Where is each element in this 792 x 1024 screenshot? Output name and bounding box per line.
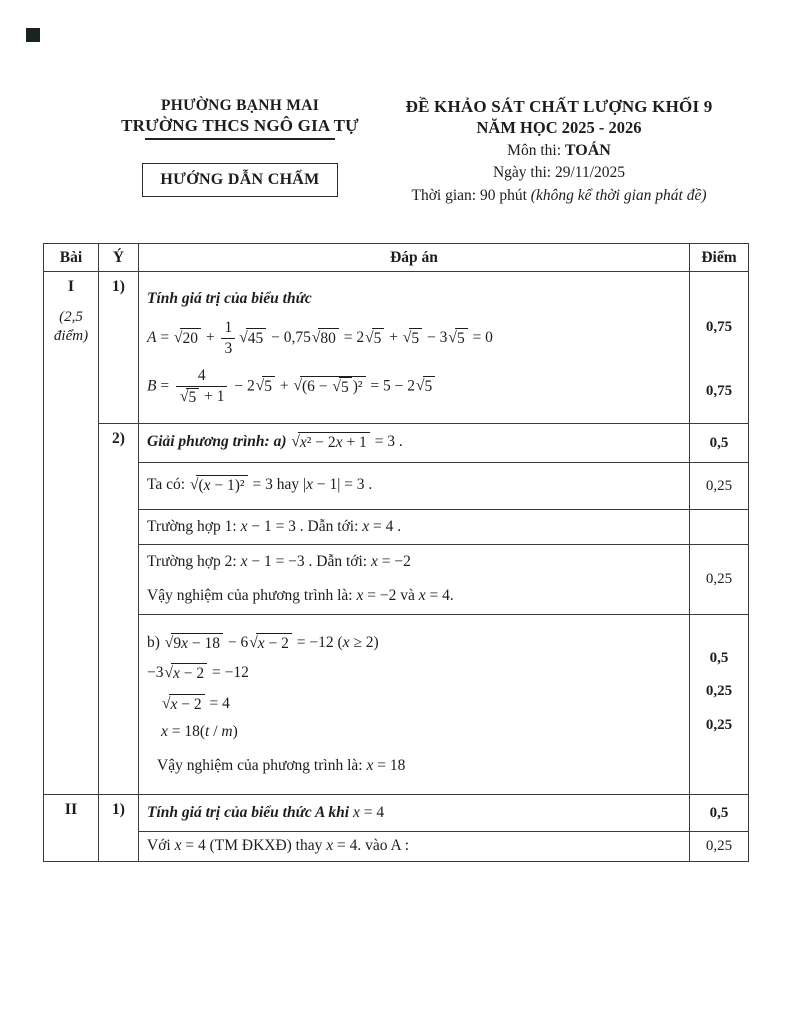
score-cell: 0,5 (690, 424, 749, 463)
school-year: NĂM HỌC 2025 - 2026 (476, 118, 642, 137)
math-formula: x = 18(t / m) (161, 723, 238, 741)
score-value: 0,75 (705, 383, 733, 400)
math-formula: −3 √ x − 2 = −12 (147, 663, 681, 685)
item-1-cell: 1) (99, 272, 139, 424)
table-row (44, 545, 749, 615)
score-cell: 0,25 (690, 545, 749, 615)
table-row (44, 795, 749, 832)
answer-label: Giải phương trình: a) (147, 433, 287, 451)
answer-cell (139, 272, 690, 424)
score-value: 0,25 (705, 717, 733, 734)
col-header-y: Ý (99, 244, 139, 272)
duration-line: Thời gian: 90 phút (không kể thời gian phát đề) (411, 186, 707, 204)
score-cell: 0,5 (690, 795, 749, 832)
section-ii-label: II (64, 801, 78, 819)
score-cell (690, 272, 749, 424)
answer-key-table (43, 243, 749, 862)
col-header-bai: Bài (44, 244, 99, 272)
answer-cell (139, 545, 690, 615)
math-formula: Trường hợp 2: x − 1 = −3 . Dẫn tới: x = −2 (147, 553, 411, 571)
score-cell (690, 615, 749, 795)
table-row (44, 424, 749, 463)
district-name: PHƯỜNG BẠNH MAI (160, 97, 320, 114)
subject-line: Môn thi: TOÁN (507, 142, 611, 159)
table-row (44, 615, 749, 795)
answer-cell: Với x = 4 (TM ĐKXĐ) thay x = 4. vào A : (139, 832, 690, 862)
score-value: 0,75 (705, 319, 733, 336)
exam-header (363, 97, 755, 206)
score-cell: 0,25 (690, 463, 749, 510)
subject-name: TOÁN (564, 142, 611, 159)
exam-title: ĐỀ KHẢO SÁT CHẤT LƯỢNG KHỐI 9 (405, 97, 713, 116)
answer-cell: Trường hợp 1: x − 1 = 3 . Dẫn tới: x = 4 . (139, 510, 690, 545)
answer-title: Tính giá trị của biểu thức A khi (147, 803, 353, 821)
school-header (80, 97, 400, 206)
answer-cell: Ta có: √ (x − 1)² = 3 hay |x − 1| = 3 . (139, 463, 690, 510)
exam-date: Ngày thi: 29/11/2025 (492, 164, 626, 182)
score-cell: 0,25 (690, 832, 749, 862)
score-value: 0,5 (709, 650, 729, 667)
section-i-cell (44, 272, 99, 795)
section-ii-cell (44, 795, 99, 862)
table-row (44, 272, 749, 424)
math-formula: x = 4 (352, 803, 385, 821)
math-formula: Vậy nghiệm của phương trình là: x = 18 (157, 757, 406, 775)
answer-cell (139, 795, 690, 832)
grading-guide-box: HƯỚNG DẪN CHẤM (142, 163, 337, 197)
item-2-cell: 2) (99, 424, 139, 795)
item-1-cell: 1) (99, 795, 139, 862)
answer-cell (139, 615, 690, 795)
answer-cell (139, 424, 690, 463)
math-formula: Vậy nghiệm của phương trình là: x = −2 và x = 4. (147, 587, 454, 605)
col-header-dapan: Đáp án (139, 244, 690, 272)
table-row (44, 463, 749, 510)
col-header-diem: Điểm (690, 244, 749, 272)
math-formula: √ x − 2 = 4 (161, 694, 681, 716)
answer-title: Tính giá trị của biểu thức (147, 290, 312, 308)
section-i-points: (2,5 điểm) (53, 309, 89, 345)
math-formula: √ x² − 2x + 1 = 3 . (287, 433, 403, 450)
section-i-label: I (67, 278, 75, 296)
math-formula-a: A = √ 20 + $\frac{1}{3}$ √ 45 − 0,75 √ 80 = 2 √ 5 + √ 5 − 3 √ 5 = 0 (147, 319, 493, 357)
table-header-row (44, 244, 749, 272)
duration-note: (không kể thời gian phát đề) (530, 186, 707, 204)
table-row (44, 510, 749, 545)
table-row (44, 832, 749, 862)
math-formula: b) √ 9x − 18 − 6 √ x − 2 = −12 (x ≥ 2) (147, 633, 681, 655)
score-cell (690, 510, 749, 545)
scan-artifact (26, 28, 40, 42)
school-name: TRƯỜNG THCS NGÔ GIA TỰ (121, 116, 359, 135)
document-header (0, 0, 792, 206)
score-value: 0,25 (705, 683, 733, 700)
math-formula-b: B = 4 √ 5 + 1 − 2 √ 5 + √ (6 − √ 5 )² = 5 − 2 √ 5 (147, 367, 681, 407)
